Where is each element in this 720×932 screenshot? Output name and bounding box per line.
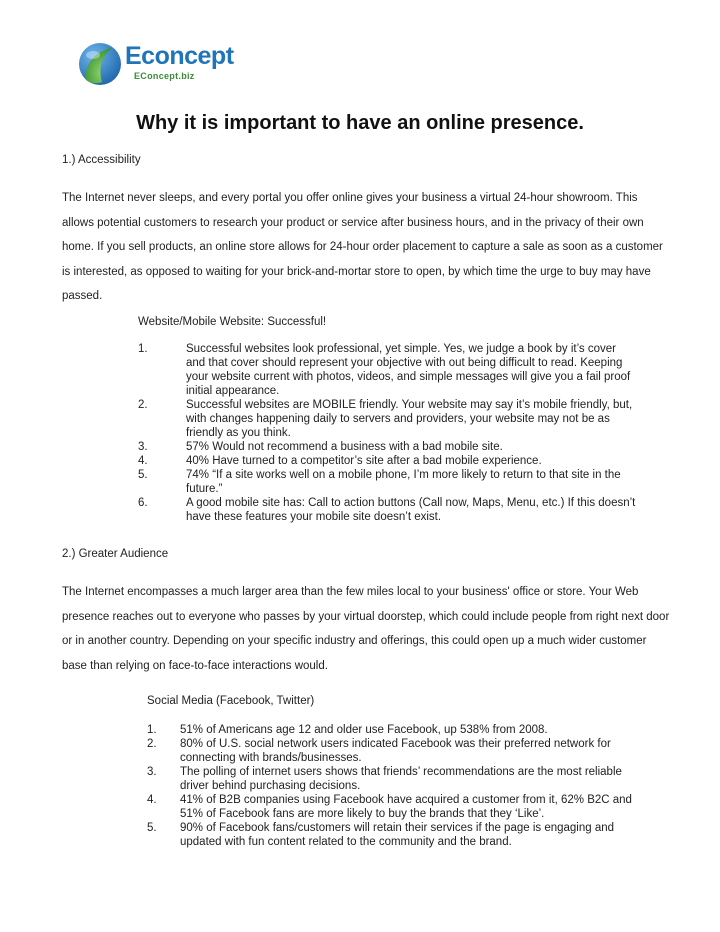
list-item-number: 6. (138, 497, 148, 509)
social-media-stats-list (147, 723, 647, 849)
section-heading-accessibility: 1.) Accessibility (62, 154, 141, 166)
list-item-number: 3. (138, 441, 148, 453)
list-item-text: 90% of Facebook fans/customers will retain their services if the page is engaging and updated with fun content related to the community and the brand. (180, 822, 615, 848)
subheading-social-media: Social Media (Facebook, Twitter) (147, 695, 315, 707)
list-item-text: Successful websites look professional, yet simple. Yes, we judge a book by it’s cover and that cover should represent your objective with out being difficult to read. Keeping your website current with photos, videos, and simple messages will give you a fail proof initial appearance. (186, 343, 631, 397)
list-item (147, 737, 647, 765)
list-item-text: Successful websites are MOBILE friendly. Your website may say it’s mobile friendly, but, with changes happening daily to servers and providers, your website may not be as friendly as you think. (186, 399, 633, 439)
list-item-text: 40% Have turned to a competitor’s site after a bad mobile experience. (186, 455, 542, 467)
company-logo (78, 42, 234, 88)
list-item (138, 342, 638, 398)
list-item (138, 496, 638, 524)
list-item-number: 2. (138, 399, 148, 411)
list-item (138, 454, 638, 468)
website-tips-list (138, 342, 638, 524)
section-paragraph-accessibility: The Internet never sleeps, and every portal you offer online gives your business a virtual 24-hour showroom. This allows potential customers to research your product or service after business hours, and in the privacy of their own home. If you sell products, an online store allows for 24-hour order placement to capture a sale as soon as a customer is interested, as opposed to waiting for your brick-and-mortar store to open, by which time the urge to buy may have passed. (62, 192, 663, 303)
list-item-text: 57% Would not recommend a business with a bad mobile site. (186, 441, 503, 453)
list-item (147, 723, 647, 737)
list-item-text: 80% of U.S. social network users indicated Facebook was their preferred network for connecting with brands/businesses. (180, 738, 611, 764)
list-item-text: 41% of B2B companies using Facebook have acquired a customer from it, 62% B2C and 51% of Facebook fans are more likely to buy the brands that they ‘Like’. (180, 794, 632, 820)
list-item-number: 4. (147, 794, 157, 806)
logo-wordmark: Econcept (125, 42, 234, 70)
list-item-text: 74% “If a site works well on a mobile phone, I’m more likely to return to that site in the future.” (186, 469, 621, 495)
list-item-number: 3. (147, 766, 157, 778)
logo-url-text: EConcept.biz (134, 71, 195, 81)
list-item-text: 51% of Americans age 12 and older use Facebook, up 538% from 2008. (180, 724, 548, 736)
page-title: Why it is important to have an online presence. (136, 112, 584, 134)
list-item-number: 1. (147, 724, 157, 736)
list-item-text: The polling of internet users shows that friends’ recommendations are the most reliable driver behind purchasing decisions. (180, 766, 622, 792)
list-item-number: 5. (147, 822, 157, 834)
list-item (138, 440, 638, 454)
list-item-number: 5. (138, 469, 148, 481)
list-item (147, 821, 647, 849)
econcept-logo-icon (78, 42, 122, 86)
section-paragraph-greater-audience: The Internet encompasses a much larger area than the few miles local to your business' office or store. Your Web presence reaches out to everyone who passes by your virtual doorstep, which could include people from right next door or in another country. Depending on your specific industry and offerings, this could open up a much wider customer base than relying on face-to-face interactions would. (62, 586, 670, 672)
list-item-number: 2. (147, 738, 157, 750)
list-item (138, 468, 638, 496)
list-item (147, 793, 647, 821)
list-item (147, 765, 647, 793)
section-heading-greater-audience: 2.) Greater Audience (62, 548, 169, 560)
list-item-number: 4. (138, 455, 148, 467)
list-item-text: A good mobile site has: Call to action buttons (Call now, Maps, Menu, etc.) If this doesn’t have these features your mobile site doesn’t exist. (186, 497, 636, 523)
subheading-website: Website/Mobile Website: Successful! (138, 316, 327, 328)
list-item (138, 398, 638, 440)
list-item-number: 1. (138, 343, 148, 355)
